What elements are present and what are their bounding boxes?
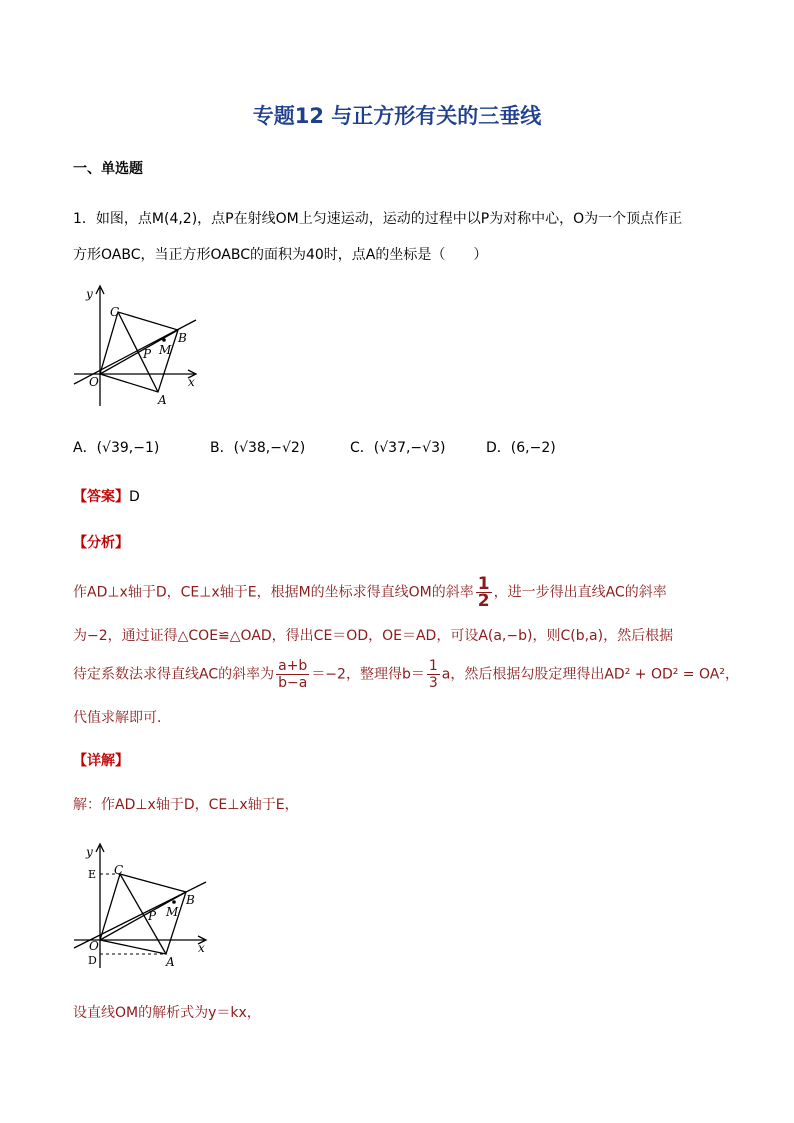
analysis-text-3c: a，然后根据勾股定理得出AD² + OD² = OA²， bbox=[441, 666, 739, 683]
analysis-line-4: 代值求解即可． bbox=[73, 710, 171, 726]
fig1-label-c: C bbox=[110, 305, 120, 319]
fig1-label-b: B bbox=[178, 331, 187, 345]
fraction-slope: $\frac{a+b}{b-a}$ bbox=[278, 658, 308, 691]
analysis-text-3b: ＝−2，整理得b＝ bbox=[311, 666, 425, 683]
option-a: A．(√39,−1) bbox=[73, 440, 160, 456]
fig2-label-p: P bbox=[148, 909, 157, 923]
answer-row bbox=[73, 486, 140, 506]
answer-value: D bbox=[129, 489, 140, 505]
detail-label: 【详解】 bbox=[73, 753, 129, 769]
fig1-label-m: M bbox=[159, 343, 172, 357]
fraction-one-half: $\frac{1}{2}$ bbox=[477, 574, 490, 611]
option-c: C．(√37,−√3) bbox=[350, 440, 446, 456]
page-title: 专题12 与正方形有关的三垂线 bbox=[252, 104, 542, 128]
figure-1 bbox=[70, 282, 210, 410]
figure-2 bbox=[70, 840, 220, 972]
option-d: D．(6,−2) bbox=[486, 440, 556, 456]
fig1-label-x: x bbox=[188, 375, 195, 389]
fig2-label-y: y bbox=[86, 845, 93, 859]
fig2-label-x: x bbox=[198, 941, 205, 955]
section-heading: 一、单选题 bbox=[73, 161, 143, 177]
analysis-text-1b: ，进一步得出直线AC的斜率 bbox=[493, 584, 667, 601]
fraction-one-third: $\frac{1}{3}$ bbox=[428, 658, 438, 691]
analysis-line-3 bbox=[73, 658, 739, 691]
detail-line-1: 解：作AD⊥x轴于D，CE⊥x轴于E， bbox=[73, 797, 299, 813]
question-line-1: 1．如图，点M(4,2)，点P在射线OM上匀速运动，运动的过程中以P为对称中心，O为一个顶点作正 bbox=[73, 211, 683, 227]
analysis-line-1 bbox=[73, 576, 667, 609]
fig2-label-o: O bbox=[89, 939, 99, 953]
analysis-line-2: 为−2，通过证得△COE≌△OAD，得出CE＝OD，OE＝AD，可设A(a,−b)，则C(b,a)，然后根据 bbox=[73, 628, 674, 644]
question-line-2: 方形OABC，当正方形OABC的面积为40时，点A的坐标是（ ） bbox=[73, 247, 488, 263]
fig2-label-b: B bbox=[186, 893, 195, 907]
fig2-label-c: C bbox=[114, 863, 124, 877]
analysis-label: 【分析】 bbox=[73, 535, 129, 551]
fig2-label-a: A bbox=[166, 955, 175, 969]
detail-line-2: 设直线OM的解析式为y＝kx， bbox=[73, 1005, 261, 1021]
analysis-text-1a: 作AD⊥x轴于D，CE⊥x轴于E，根据M的坐标求得直线OM的斜率 bbox=[73, 584, 474, 601]
option-b: B．(√38,−√2) bbox=[210, 440, 306, 456]
analysis-text-3a: 待定系数法求得直线AC的斜率为 bbox=[73, 666, 275, 683]
fig1-label-y: y bbox=[86, 287, 93, 301]
fig2-label-e: E bbox=[88, 868, 97, 881]
fig2-label-d: D bbox=[88, 954, 97, 967]
fig1-label-o: O bbox=[89, 375, 99, 389]
fig1-label-a: A bbox=[158, 393, 167, 407]
fig2-label-m: M bbox=[166, 905, 179, 919]
fig1-label-p: P bbox=[143, 347, 152, 361]
answer-label: 【答案】 bbox=[73, 489, 129, 505]
